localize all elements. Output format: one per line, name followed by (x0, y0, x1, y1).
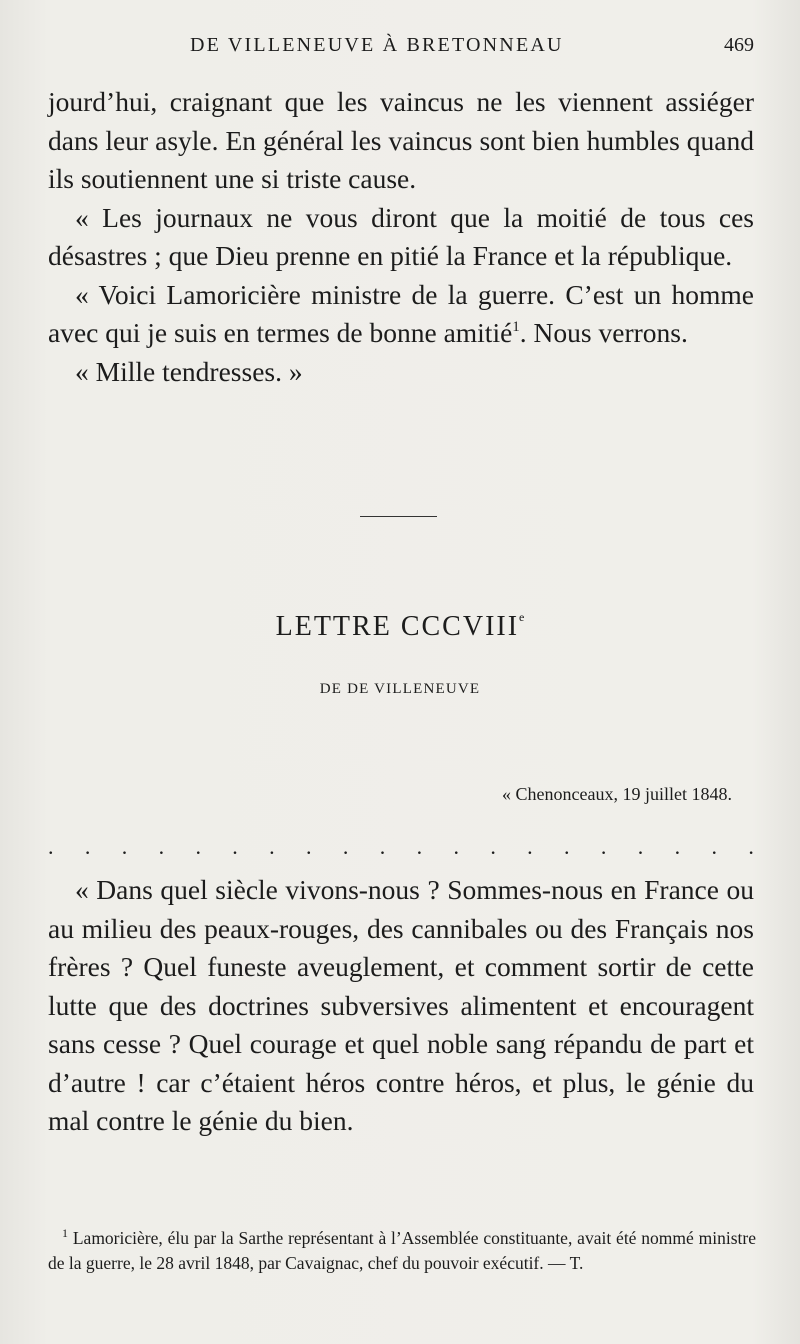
ellipsis-dot: . (379, 834, 386, 859)
ellipsis-dot: . (48, 834, 54, 859)
footnote (48, 1226, 756, 1276)
ellipsis-dot: . (232, 834, 238, 859)
footnote-text: Lamoricière, élu par la Sarthe représentant à l’Assemblée constituante, avait été nommé ministre de la guerre, le 28 avril 1848, par Cavaignac, chef du pouvoir exécutif. — T. (48, 1228, 757, 1273)
letter-title: LETTRE CCCVIII (275, 611, 520, 642)
ellipsis-dot: . (674, 834, 681, 859)
running-head-title: DE VILLENEUVE À BRETONNEAU (190, 34, 564, 56)
ellipsis-dot: . (637, 834, 644, 859)
ellipsis-dot: . (711, 834, 717, 859)
footnote-marker: 1 (62, 1226, 68, 1240)
ellipsis-dot: . (748, 834, 754, 859)
paragraph-text: « Voici Lamoricière ministre de la guerre. C’est un homme avec qui je suis en termes de bonne amitié (48, 278, 754, 348)
closing-line: « Mille tendresses. » (75, 355, 303, 387)
letter-heading (0, 610, 800, 643)
footnote-reference[interactable]: 1 (512, 319, 520, 335)
ellipsis-dot: . (195, 834, 201, 859)
ellipsis-dot: . (84, 834, 91, 859)
ellipsis-dot: . (564, 834, 570, 859)
previous-letter-ending (48, 83, 754, 391)
ellipsis-dot: . (306, 834, 312, 859)
paragraph: « Dans quel siècle vivons-nous ? Sommes-nous en France ou au milieu des peaux-rouges, des cannibales ou des Français nos frères ? Quel funeste aveuglement, et comment sortir de cette lutte que des doctrines subversives alimentent et encouragent sans cesse ? Quel courage et quel noble sang répandu de part et d’autre ! car c’étaient héros contre héros, et plus, le génie du mal contre le génie du bien. (48, 874, 754, 1136)
letter-body (48, 871, 754, 1141)
letter-title-superscript: e (519, 610, 525, 624)
ellipsis-dot: . (342, 834, 349, 859)
letter-sender: DE DE VILLENEUVE (319, 681, 481, 697)
paragraph (48, 276, 754, 353)
page-number: 469 (724, 34, 754, 56)
ellipsis-dot: . (453, 834, 459, 859)
ellipsis-dot: . (121, 834, 128, 859)
section-divider (360, 516, 437, 517)
running-head (48, 34, 754, 62)
ellipsis-dot: . (158, 834, 165, 859)
ellipsis-dot: . (269, 834, 275, 859)
paragraph-text-end: . Nous verrons. (519, 317, 688, 348)
paragraph: jourd’hui, craignant que les vaincus ne les viennent assiéger dans leur asyle. En général les vaincus sont bien humbles quand ils soutiennent une si triste cause. (48, 86, 754, 194)
ellipsis-dot: . (490, 834, 496, 859)
paragraph: « Les journaux ne vous diront que la moitié de tous ces désastres ; que Dieu prenne en pitié la France et la république. (48, 201, 754, 271)
ellipsis-row (48, 836, 754, 858)
ellipsis-dot: . (527, 834, 533, 859)
letter-dateline: « Chenonceaux, 19 juillet 1848. (502, 784, 732, 804)
ellipsis-dot: . (416, 834, 423, 859)
ellipsis-dot: . (600, 834, 607, 859)
